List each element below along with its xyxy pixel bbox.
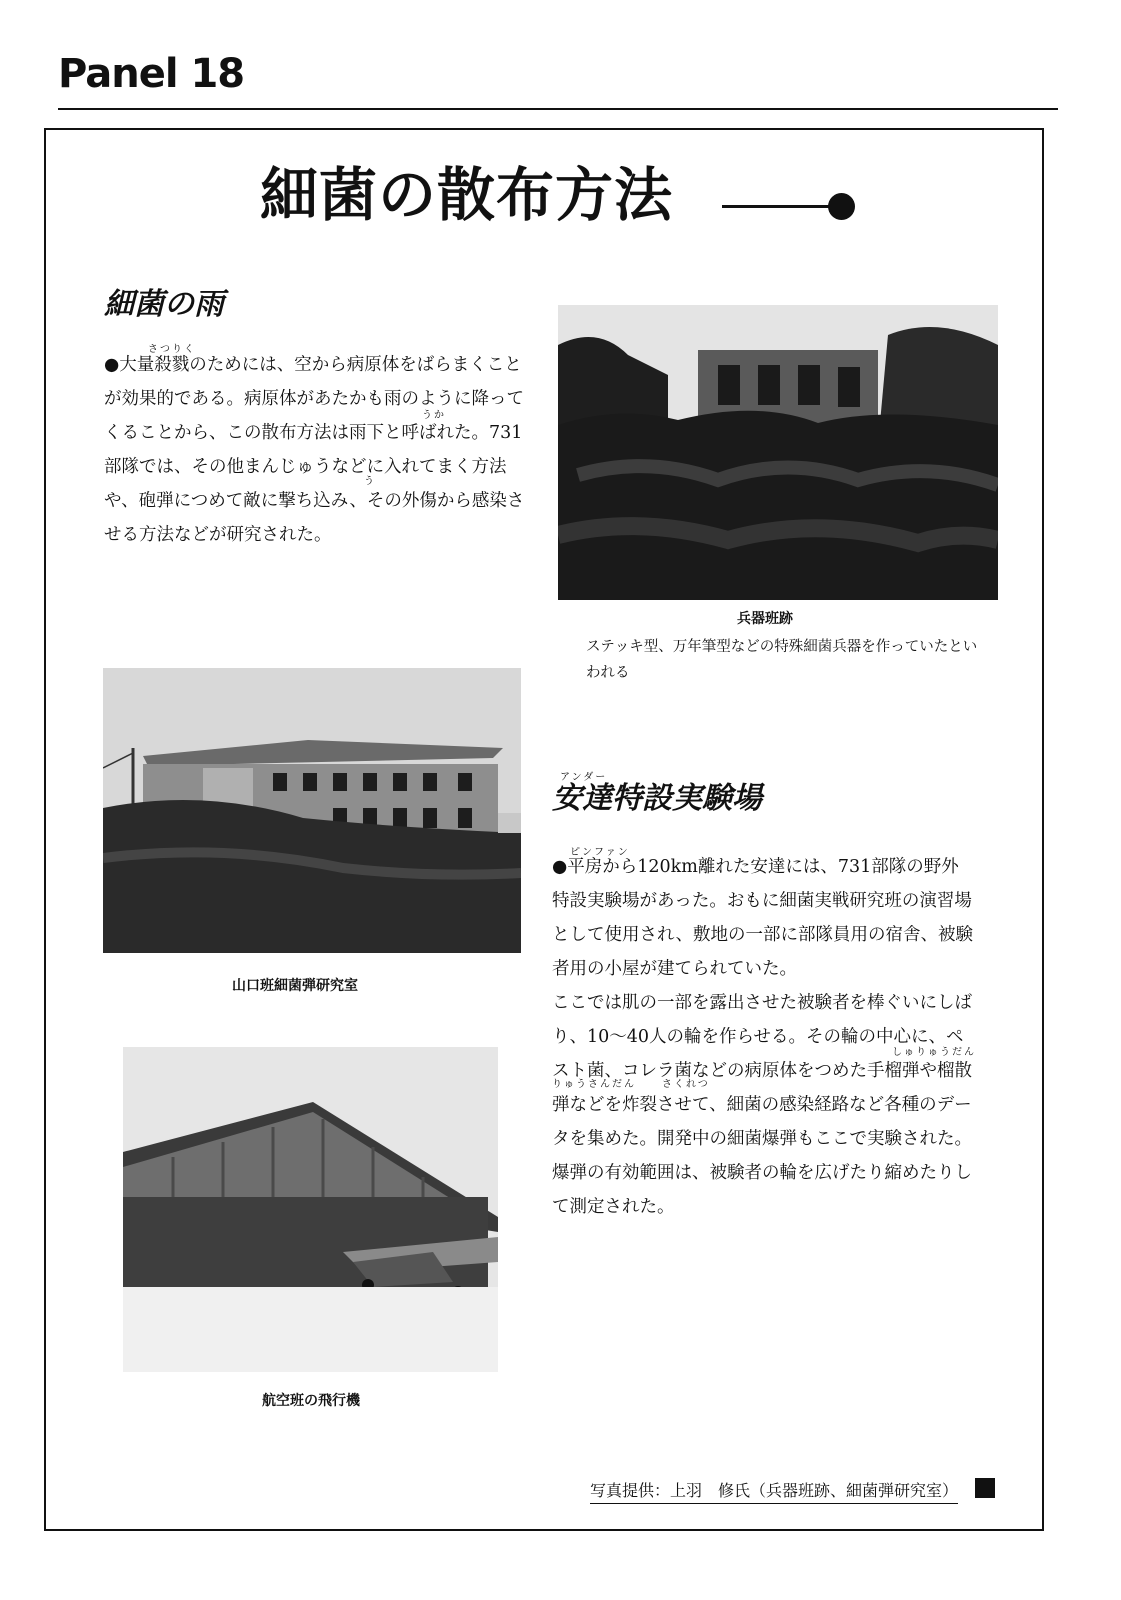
page-title: 細菌の散布方法 [260, 161, 674, 229]
ruby-sakuretsu: さくれつ [662, 1079, 710, 1090]
ruby-u: う [364, 476, 376, 487]
title-leader-line [722, 205, 830, 208]
footer-square-mark [975, 1478, 995, 1498]
ruby-pinfan: ピンファン [570, 847, 630, 858]
photo-aviation-section-aircraft [123, 1047, 498, 1372]
panel-label: Panel 18 [58, 51, 245, 97]
photo-credit: 写真提供：上羽 修氏（兵器班跡、細菌弾研究室） [590, 1478, 958, 1504]
photo1-caption-title: 兵器班跡 [737, 611, 793, 627]
photo-weapons-section-ruins [558, 305, 998, 600]
section-heading-bacteria-rain: 細菌の雨 [104, 287, 224, 322]
header-rule [58, 108, 1058, 110]
ruby-anda: アンダー [560, 772, 608, 783]
ruby-satsuriku: さつりく [148, 344, 196, 355]
ruby-shuryudan: しゅりゅうだん [892, 1047, 976, 1058]
photo3-caption-title: 航空班の飛行機 [262, 1393, 360, 1409]
ruby-ryusandan: りゅうさんだん [552, 1079, 636, 1090]
section2-paragraph [552, 850, 976, 1224]
section1-paragraph: ●大量殺戮のためには、空から病原体をばらまくことが効果的である。病原体があたかも雨のように降ってくることから、この散布方法は雨下と呼ばれた。731部隊では、その他まんじゅうなどに入れてまく方法や、砲弾につめて敵に撃ち込み、その外傷から感染させる方法などが研究された。 [104, 355, 525, 545]
section2-paragraph-2: ここでは肌の一部を露出させた被験者を棒ぐいにしばり、10〜40人の輪を作らせる。その輪の中心に、ペスト菌、コレラ菌などの病原体をつめた手榴弾や榴散弾などを炸裂させて、細菌の感染経路など各種のデータを集めた。開発中の細菌爆弾もここで実験された。爆弾の有効範囲は、被験者の輪を広げたり縮めたりして測定された。 [552, 993, 972, 1217]
photo-yamaguchi-lab-building [103, 668, 521, 953]
section2-paragraph-1: ●平房から120km離れた安達には、731部隊の野外特設実験場があった。おもに細菌実戦研究班の演習場として使用され、敷地の一部に部隊員用の宿舎、被験者用の小屋が建てられていた。 [552, 857, 974, 979]
photo2-caption-title: 山口班細菌弾研究室 [232, 978, 358, 994]
ruby-uka: うか [422, 410, 446, 421]
title-bullet-dot [828, 193, 855, 220]
photo1-caption-text: ステッキ型、万年筆型などの特殊細菌兵器を作っていたといわれる [586, 639, 978, 681]
section-heading-anda-test-site: 安達特設実験場 [552, 781, 762, 816]
